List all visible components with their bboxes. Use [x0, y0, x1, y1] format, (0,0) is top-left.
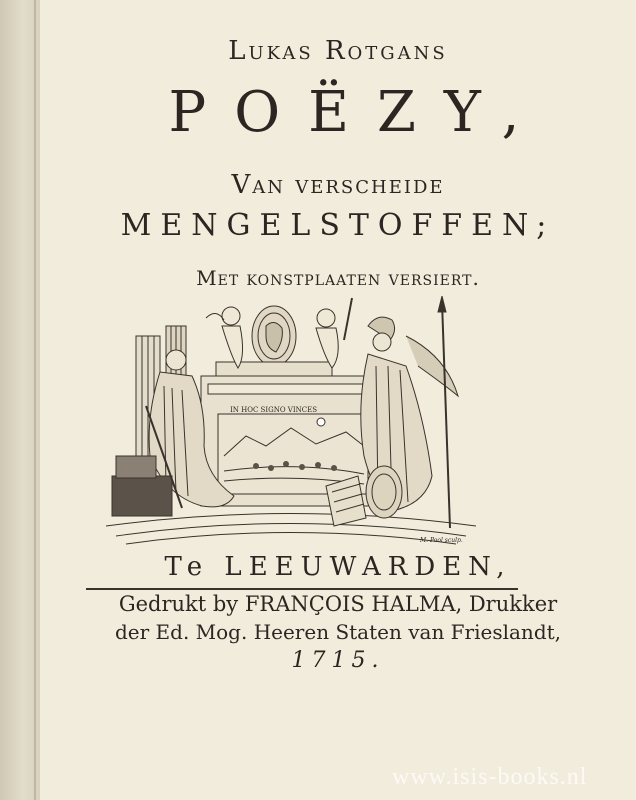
- author-name: Lukas Rotgans: [228, 36, 448, 66]
- engraver-signature: M. Pool sculp.: [420, 537, 463, 544]
- watermark-text: www.isis-books.nl: [392, 764, 588, 790]
- subtitle-line-3: Met konstplaaten versiert.: [196, 266, 480, 290]
- engraving-motto: IN HOC SIGNO VINCES: [230, 406, 317, 414]
- printer-line-1: Gedrukt by FRANÇOIS HALMA, Drukker: [118, 592, 558, 616]
- frontispiece-engraving: [106, 296, 476, 548]
- subtitle-line-2: MENGELSTOFFEN;: [120, 208, 556, 243]
- publication-year: 1715.: [291, 648, 385, 673]
- imprint-place: Te LEEUWARDEN,: [164, 552, 512, 582]
- book-title: POËZY,: [168, 80, 548, 145]
- subtitle-line-1: Van verscheide: [231, 170, 445, 200]
- page-gutter-line: [34, 0, 36, 800]
- printer-line-2: der Ed. Mog. Heeren Staten van Frieslandt,: [114, 620, 562, 644]
- imprint-rule: [86, 588, 518, 590]
